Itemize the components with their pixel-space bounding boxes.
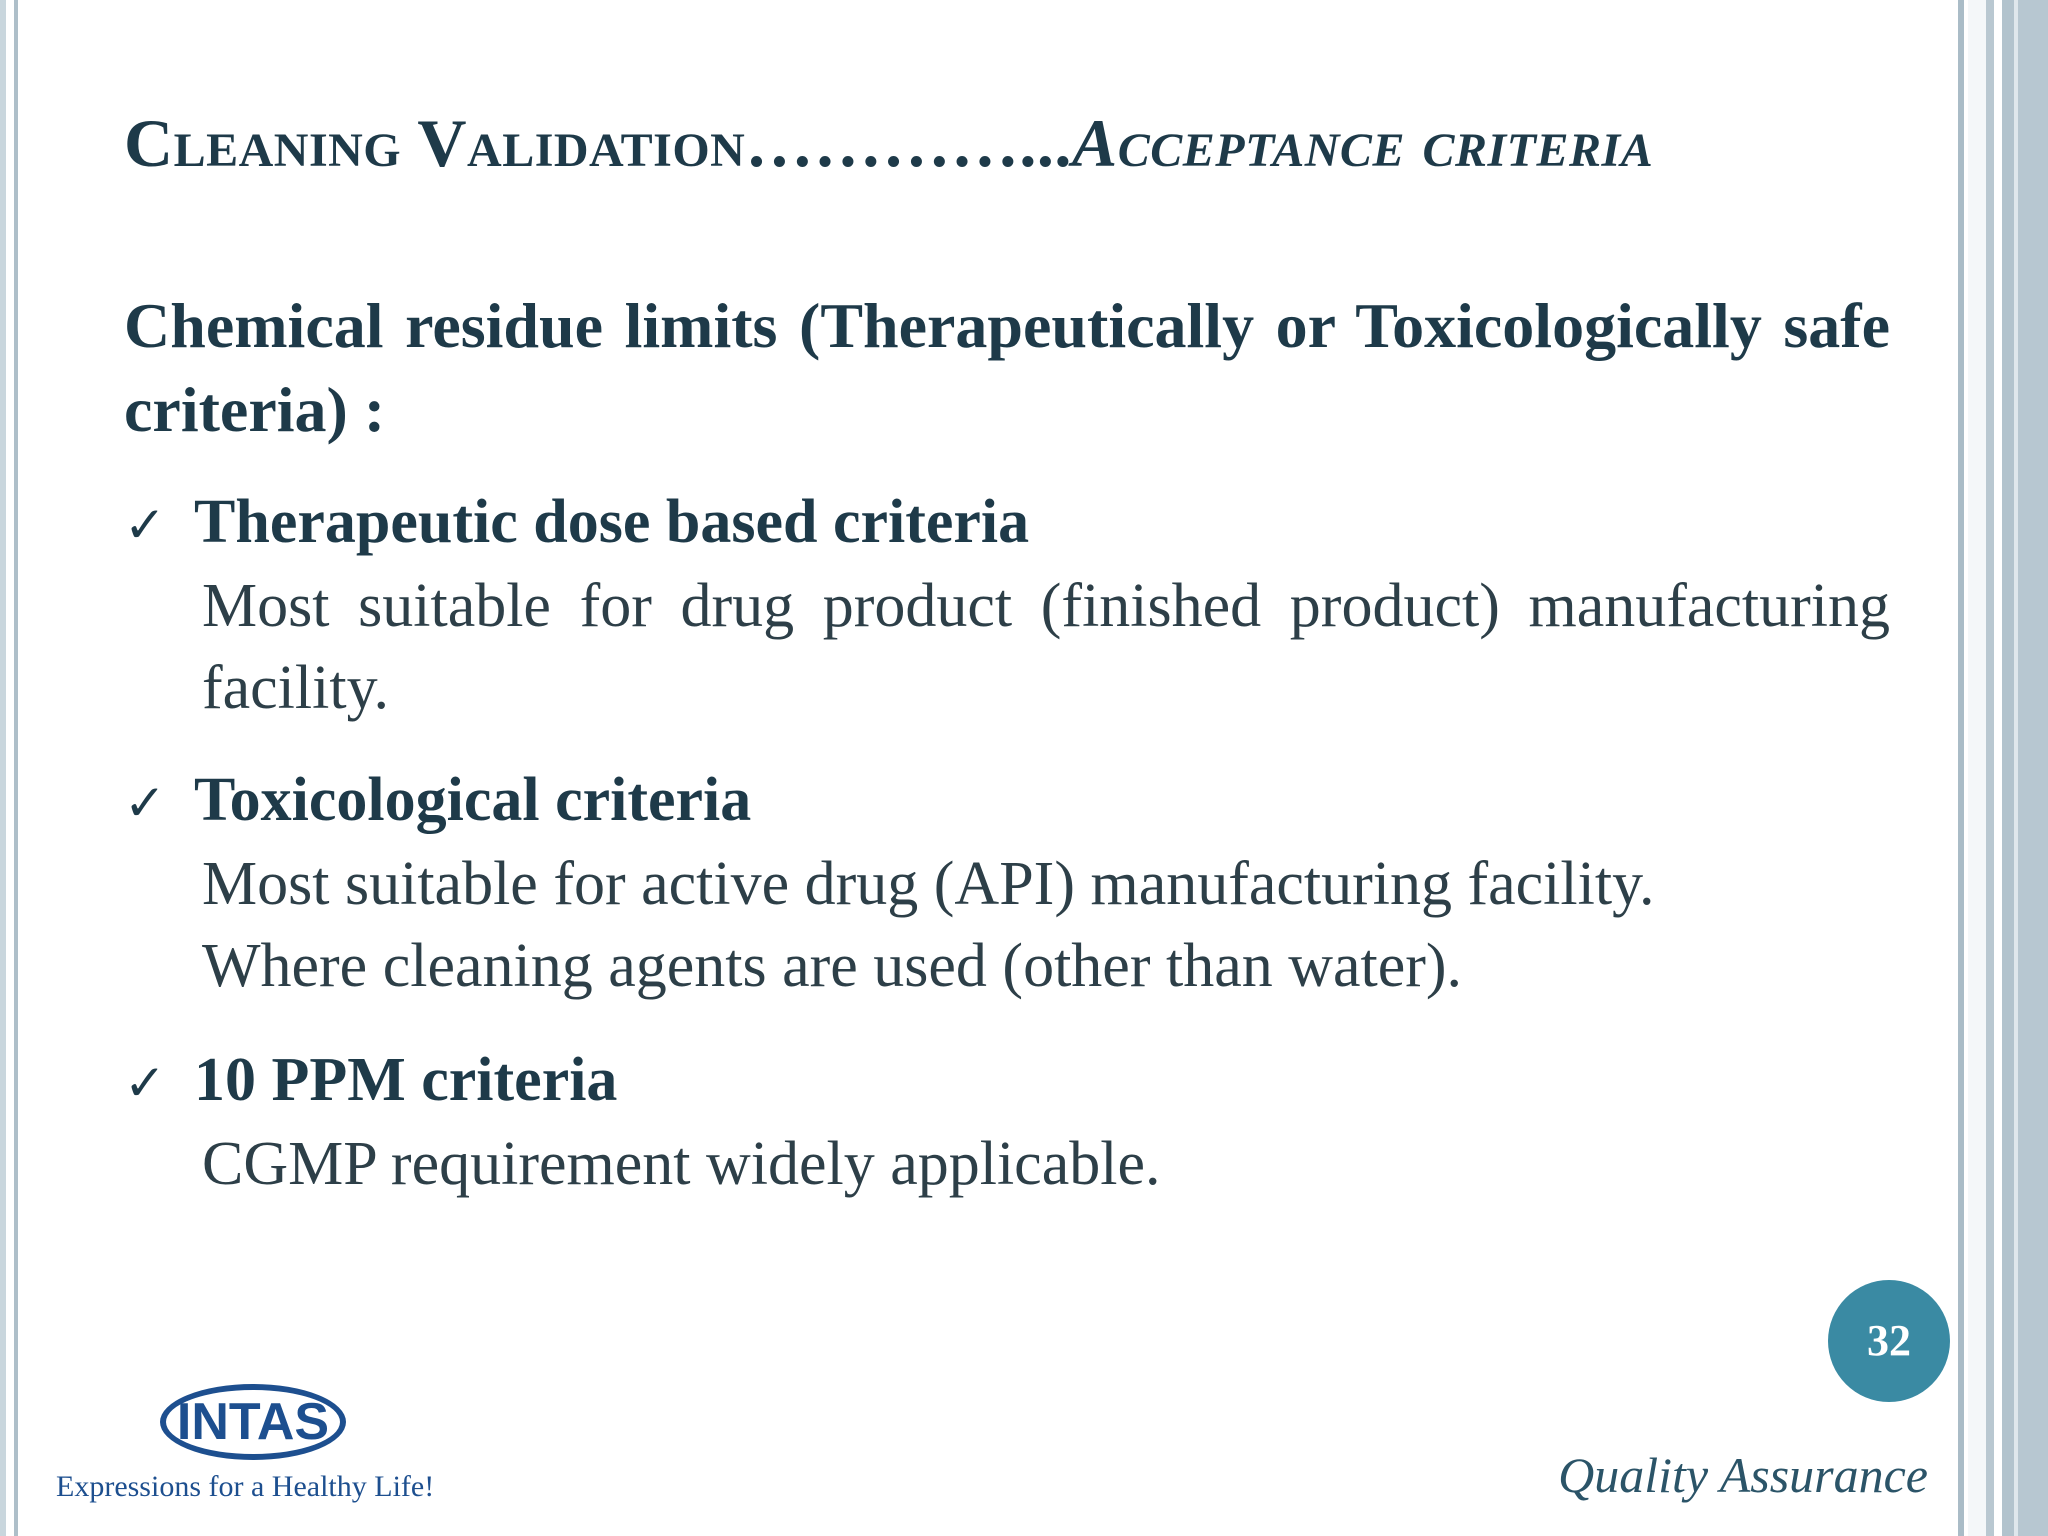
criteria-item-toxicological	[124, 760, 1890, 1007]
criteria-heading	[124, 482, 1890, 565]
criteria-heading-text: Therapeutic dose based criteria	[194, 488, 1030, 556]
left-border-inner	[14, 0, 18, 1536]
criteria-item-10ppm	[124, 1040, 1890, 1205]
left-border	[0, 0, 6, 1536]
criteria-heading	[124, 1040, 1890, 1123]
criteria-description: Most suitable for active drug (API) manufacturing facility.	[202, 850, 1655, 918]
title-subtitle: Acceptance criteria	[1071, 105, 1654, 181]
check-mark-icon: ✓	[124, 1054, 166, 1112]
criteria-heading-text: Toxicological criteria	[194, 766, 752, 834]
check-mark-icon: ✓	[124, 496, 166, 554]
stripe	[2002, 0, 2014, 1536]
criteria-description: Most suitable for drug product (finished product) manufacturing facility.	[202, 572, 1890, 722]
logo-tagline: Expressions for a Healthy Life!	[56, 1470, 435, 1503]
title-main: Cleaning Validation	[124, 105, 746, 181]
criteria-heading-text: 10 PPM criteria	[194, 1046, 618, 1114]
stripe	[1986, 0, 1994, 1536]
intas-logo: INTAS	[160, 1384, 346, 1460]
footer-label: Quality Assurance	[1558, 1447, 1928, 1503]
stripe	[1968, 0, 1986, 1536]
criteria-item-therapeutic	[124, 482, 1890, 729]
stripe	[1958, 0, 1964, 1536]
page-number-badge: 32	[1828, 1280, 1950, 1402]
criteria-description-2: Where cleaning agents are used (other than water).	[202, 932, 1463, 1000]
criteria-description: CGMP requirement widely applicable.	[202, 1130, 1161, 1198]
slide-title	[124, 104, 1924, 183]
title-dots: …………...	[745, 105, 1072, 181]
check-mark-icon: ✓	[124, 774, 166, 832]
stripe	[2018, 0, 2048, 1536]
intro-text: Chemical residue limits (Therapeutically or Toxicologically safe criteria) :	[124, 290, 1890, 445]
right-decorative-stripes	[1958, 0, 2048, 1536]
criteria-heading	[124, 760, 1890, 843]
